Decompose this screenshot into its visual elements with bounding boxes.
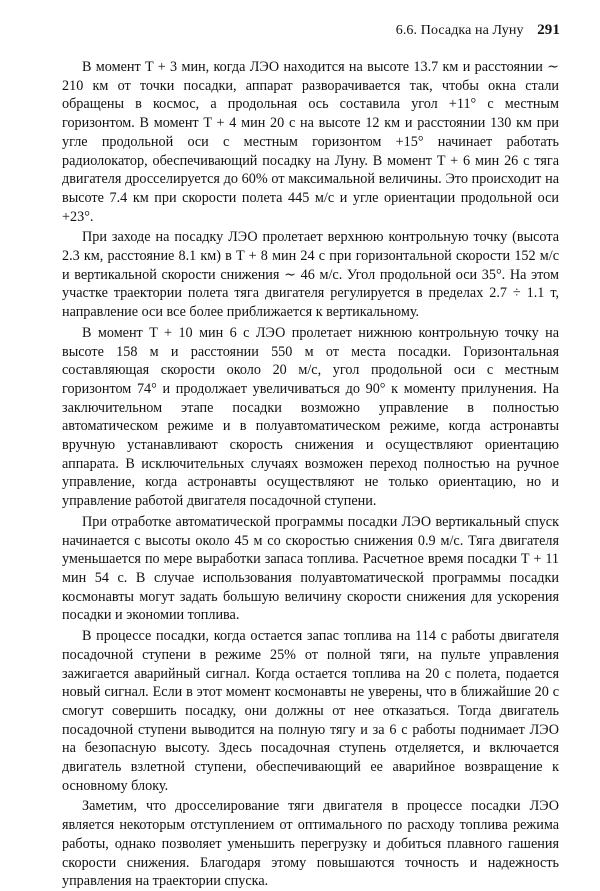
- paragraph: При отработке автоматической программы посадки ЛЭО вертикальный спуск начинается с высоты около 45 м со скоростью снижения 0.9 м/с. Тяга двигателя уменьшается по мере выработки запаса топлива. Расчетное время посадки T + 11 мин 54 с. В случае использования полуавтоматической программы посадки космонавты могут задать большую величину скорости снижения для ускорения посадки и экономии топлива.: [62, 513, 559, 624]
- paragraph: В момент T + 10 мин 6 с ЛЭО пролетает нижнюю контрольную точку на высоте 158 м и расстоянии 550 м от места посадки. Горизонтальная составляющая скорости около 20 м/с, угол продольной оси с местным горизонтом 74° и продолжает увеличиваться до 90° к моменту прилунения. На заключительном этапе посадки возможно управление в полностью автоматическом режиме и в полуавтоматическом режиме, когда астронавты вручную устанавливают скорость снижения и осуществляют ориентацию аппарата. В исключительных случаях возможен переход полностью на ручное управление, когда астронавты осуществляют не только ориентацию, но и управление работой двигателя посадочной ступени.: [62, 324, 559, 510]
- section-title: 6.6. Посадка на Луну: [395, 23, 524, 38]
- paragraph: Заметим, что дросселирование тяги двигателя в процессе посадки ЛЭО является некоторым отступлением от оптимального по расходу топлива режима работы, однако позволяет уменьшить перегрузку и добиться плавного гашения скорости снижения. Благодаря этому повышаются точность и надежность управления на траектории спуска.: [62, 798, 559, 890]
- running-header: [396, 22, 560, 39]
- body-text: [62, 58, 559, 891]
- paragraph: В процессе посадки, когда остается запас топлива на 114 с работы двигателя посадочной ступени в режиме 25% от полной тяги, на пульте управления зажигается аварийный сигнал. Когда остается топлива на 20 с полета, подается новый сигнал. Если в этот момент космонавты не уверены, что в ближайшие 20 с смогут совершить посадку, они должны от нее отказаться. Тогда двигатель посадочной ступени выводится на полную тягу и за 6 с работы поднимает ЛЭО на безопасную высоту. Здесь посадочная ступень отделяется, и включается двигатель взлетной ступени, обеспечивающий ее аварийное возвращение к основному блоку.: [62, 628, 559, 794]
- page-number: 291: [537, 22, 560, 38]
- paragraph: В момент T + 3 мин, когда ЛЭО находится на высоте 13.7 км и расстоянии ∼ 210 км от точки посадки, аппарат разворачивается так, чтобы окна стали обращены в космос, а продольная ось составила угол +11° с местным горизонтом. В момент T + 4 мин 20 с на высоте 12 км и расстоянии 130 км при угле продольной оси с местным горизонтом +15° начинает работать радиолокатор, обеспечивающий посадку на Луну. В момент T + 6 мин 26 с тяга двигателя дросселируется до 60% от максимальной величины. Это происходит на высоте 7.4 км при скорости полета 445 м/с и угле ориентации продольной оси +23°.: [62, 59, 559, 225]
- paragraph: При заходе на посадку ЛЭО пролетает верхнюю контрольную точку (высота 2.3 км, расстояние 8.1 км) в T + 8 мин 24 с при горизонтальной скорости 152 м/с и вертикальной скорости снижения ∼ 46 м/с. Угол продольной оси 35°. На этом участке траектории полета тяга двигателя регулируется в пределах 2.7 ÷ 1.1 т, направление оси все более приближается к вертикальному.: [62, 229, 559, 321]
